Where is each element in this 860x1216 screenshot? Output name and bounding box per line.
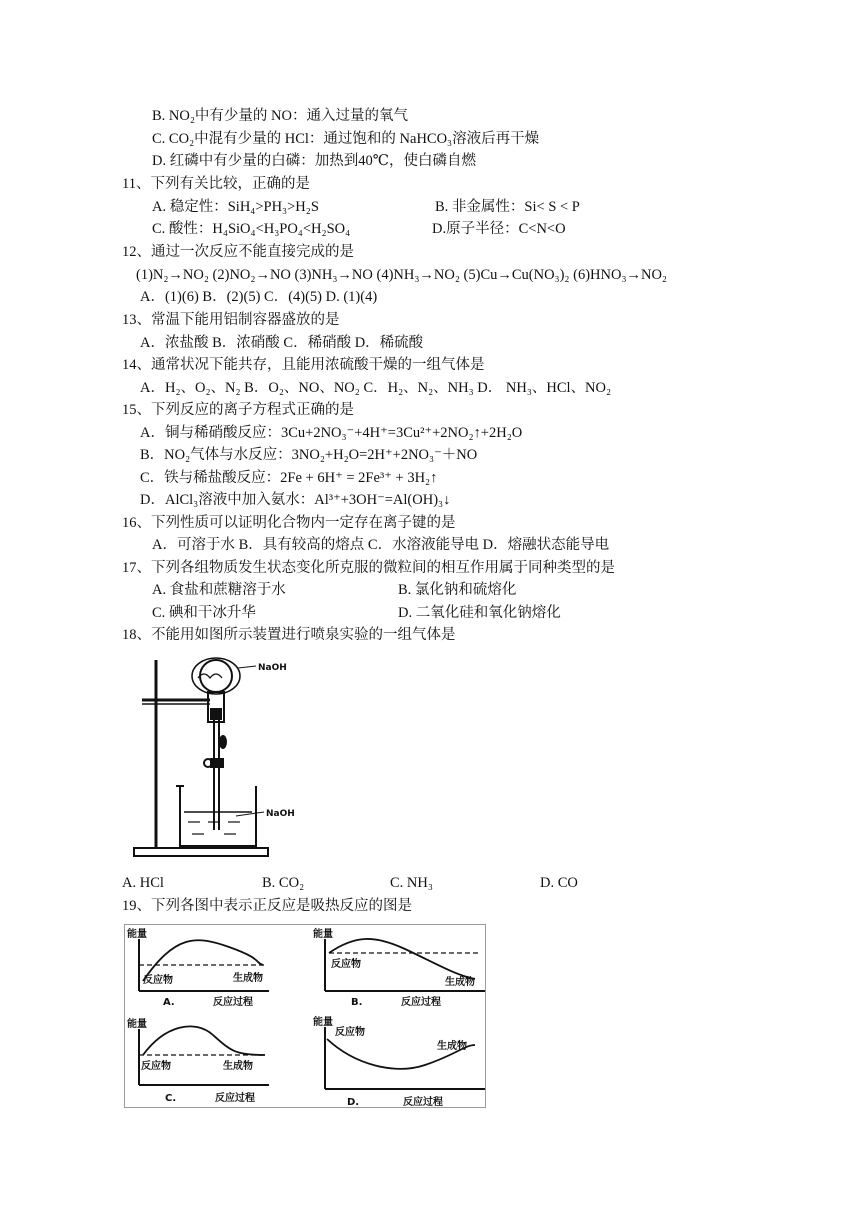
text-line: C. NH₃ bbox=[390, 875, 433, 891]
text-line: 11、下列有关比较，正确的是 bbox=[122, 176, 310, 192]
svg-text:能量: 能量 bbox=[313, 929, 333, 940]
text-line: A. HCl bbox=[122, 875, 164, 891]
text-line: 19、下列各图中表示正反应是吸热反应的图是 bbox=[122, 898, 412, 914]
text-line: 17、下列各组物质发生状态变化所克服的微粒间的相互作用属于同种类型的是 bbox=[122, 560, 615, 576]
text-line: B. 氯化钠和硫熔化 bbox=[398, 582, 517, 598]
svg-text:B.: B. bbox=[351, 997, 363, 1008]
text-line: C. 碘和干冰升华 bbox=[152, 605, 256, 621]
svg-text:A.: A. bbox=[163, 997, 175, 1008]
energy-diagrams-figure bbox=[124, 924, 486, 1108]
svg-text:反应过程: 反应过程 bbox=[215, 1093, 255, 1104]
text-line: A. 食盐和蔗糖溶于水 bbox=[152, 582, 286, 598]
text-line: B. CO₂ bbox=[262, 875, 305, 891]
svg-text:能量: 能量 bbox=[313, 1017, 333, 1028]
text-line: C．铁与稀盐酸反应：2Fe + 6H⁺ = 2Fe³⁺ + 3H₂↑ bbox=[140, 470, 438, 486]
energy-diagrams-svg bbox=[125, 925, 487, 1109]
svg-text:能量: 能量 bbox=[127, 1019, 147, 1030]
flask-naoh-label: NaOH bbox=[258, 663, 287, 673]
svg-text:生成物: 生成物 bbox=[233, 973, 263, 984]
svg-text:C.: C. bbox=[165, 1093, 177, 1104]
svg-text:生成物: 生成物 bbox=[437, 1041, 467, 1052]
fountain-apparatus-figure bbox=[128, 652, 295, 864]
energy-panel-a bbox=[127, 927, 269, 1008]
text-line: C. 酸性：H₄SiO₄<H₃PO₄<H₂SO₄ bbox=[152, 221, 351, 237]
text-line: A．浓盐酸 B．浓硝酸 C．稀硝酸 D．稀硫酸 bbox=[140, 335, 424, 351]
svg-text:反应过程: 反应过程 bbox=[213, 997, 253, 1008]
text-line: A．铜与稀硝酸反应：3Cu+2NO₃⁻+4H⁺=3Cu²⁺+2NO₂↑+2H₂O bbox=[140, 425, 523, 441]
energy-panel-d bbox=[313, 1015, 485, 1108]
text-line: D. 二氧化硅和氧化钠熔化 bbox=[398, 605, 561, 621]
text-line: 14、通常状况下能共存，且能用浓硫酸干燥的一组气体是 bbox=[122, 357, 485, 373]
text-line: D. 红磷中有少量的白磷：加热到40℃，使白磷自燃 bbox=[152, 153, 476, 169]
svg-text:反应物: 反应物 bbox=[143, 975, 173, 986]
svg-text:反应过程: 反应过程 bbox=[403, 1097, 443, 1108]
text-line: D. CO bbox=[540, 875, 578, 891]
text-line: D.原子半径：C<N<O bbox=[432, 221, 566, 237]
beaker-naoh-label: NaOH bbox=[266, 809, 295, 819]
text-line: A. 稳定性：SiH₄>PH₃>H₂S bbox=[152, 199, 319, 215]
svg-text:反应过程: 反应过程 bbox=[401, 997, 441, 1008]
svg-text:反应物: 反应物 bbox=[141, 1061, 171, 1072]
text-line: B. 非金属性：Si< S < P bbox=[435, 199, 580, 215]
text-line: B. NO₂中有少量的 NO：通入过量的氧气 bbox=[152, 108, 408, 124]
text-line: C. CO₂中混有少量的 HCl：通过饱和的 NaHCO₃溶液后再干燥 bbox=[152, 131, 540, 147]
svg-text:生成物: 生成物 bbox=[445, 977, 475, 988]
text-line: 12、通过一次反应不能直接完成的是 bbox=[122, 244, 354, 260]
text-line: A．(1)(6) B．(2)(5) C．(4)(5) D. (1)(4) bbox=[140, 289, 378, 305]
text-line: A．H₂、O₂、N₂ B．O₂、NO、NO₂ C．H₂、N₂、NH₃ D． NH₃、HCl、NO₂ bbox=[140, 380, 612, 396]
text-line: (1)N₂→NO₂ (2)NO₂→NO (3)NH₃→NO (4)NH₃→NO₂ (5)Cu→Cu(NO₃)₂ (6)HNO₃→NO₂ bbox=[136, 267, 667, 283]
text-line: 16、下列性质可以证明化合物内一定存在离子键的是 bbox=[122, 515, 456, 531]
text-line: A．可溶于水 B．具有较高的熔点 C．水溶液能导电 D．熔融状态能导电 bbox=[152, 537, 610, 553]
text-line: 18、不能用如图所示装置进行喷泉实验的一组气体是 bbox=[122, 627, 456, 643]
svg-text:D.: D. bbox=[347, 1097, 360, 1108]
svg-text:生成物: 生成物 bbox=[223, 1061, 253, 1072]
text-line: B．NO₂气体与水反应：3NO₂+H₂O=2H⁺+2NO₃⁻＋NO bbox=[140, 447, 478, 463]
energy-panel-c bbox=[127, 1017, 269, 1104]
svg-text:能量: 能量 bbox=[127, 929, 147, 940]
svg-text:反应物: 反应物 bbox=[331, 959, 361, 970]
text-line: D．AlCl₃溶液中加入氨水：Al³⁺+3OH⁻=Al(OH)₃↓ bbox=[140, 492, 451, 508]
energy-panel-b bbox=[313, 927, 485, 1008]
svg-text:反应物: 反应物 bbox=[335, 1027, 365, 1038]
text-line: 13、常温下能用铝制容器盛放的是 bbox=[122, 312, 340, 328]
text-line: 15、下列反应的离子方程式正确的是 bbox=[122, 402, 354, 418]
